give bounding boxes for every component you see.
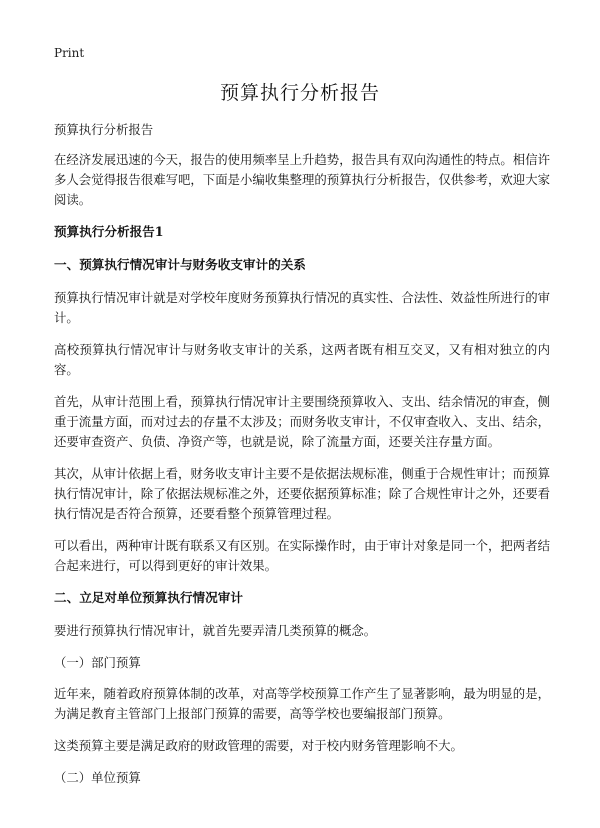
intro-paragraph: 在经济发展迅速的今天，报告的使用频率呈上升趋势，报告具有双向沟通性的特点。相信许多人会觉得报告很难写吧，下面是小编收集整理的预算执行分析报告，仅供参考，欢迎大家阅读。 — [54, 152, 550, 207]
document-title: 预算执行分析报告 — [219, 82, 380, 104]
paragraph: 要进行预算执行情况审计，就首先要弄清几类预算的概念。 — [54, 623, 377, 638]
paragraph: 其次，从审计依据上看，财务收支审计主要不是依据法规标准，侧重于合规性审计；而预算执行情况审计，除了依据法规标准之外，还要依据预算标准；除了合规性审计之外，还要看执行情况是否符合预算，还要看整个预算管理过程。 — [54, 466, 550, 521]
subsection-heading: （一）部门预算 — [54, 655, 141, 670]
part-heading: 一、预算执行情况审计与财务收支审计的关系 — [54, 257, 306, 272]
paragraph: 近年来，随着政府预算体制的改革，对高等学校预算工作产生了显著影响，最为明显的是，为满足教育主管部门上报部门预算的需要，高等学校也要编报部门预算。 — [54, 686, 550, 721]
part-heading: 二、立足对单位预算执行情况审计 — [54, 590, 243, 605]
print-link[interactable]: Print — [54, 46, 85, 60]
paragraph: 这类预算主要是满足政府的财政管理的需要，对于校内财务管理影响不大。 — [54, 738, 463, 753]
subsection-heading: （二）单位预算 — [54, 770, 141, 785]
section-heading: 预算执行分析报告1 — [54, 224, 164, 239]
paragraph: 高校预算执行情况审计与财务收支审计的关系，这两者既有相互交叉，又有相对独立的内容。 — [54, 342, 550, 377]
paragraph: 首先，从审计范围上看，预算执行情况审计主要围绕预算收入、支出、结余情况的审查，侧重于流量方面，而对过去的存量不太涉及；而财务收支审计，不仅审查收入、支出、结余，还要审查资产、负债、净资产等，也就是说，除了流量方面，还要关注存量方面。 — [54, 394, 550, 449]
document-body — [54, 120, 550, 799]
paragraph: 预算执行情况审计就是对学校年度财务预算执行情况的真实性、合法性、效益性所进行的审计。 — [54, 290, 550, 325]
paragraph: 可以看出，两种审计既有联系又有区别。在实际操作时，由于审计对象是同一个，把两者结合起来进行，可以得到更好的审计效果。 — [54, 538, 550, 573]
document-subtitle: 预算执行分析报告 — [54, 122, 154, 137]
